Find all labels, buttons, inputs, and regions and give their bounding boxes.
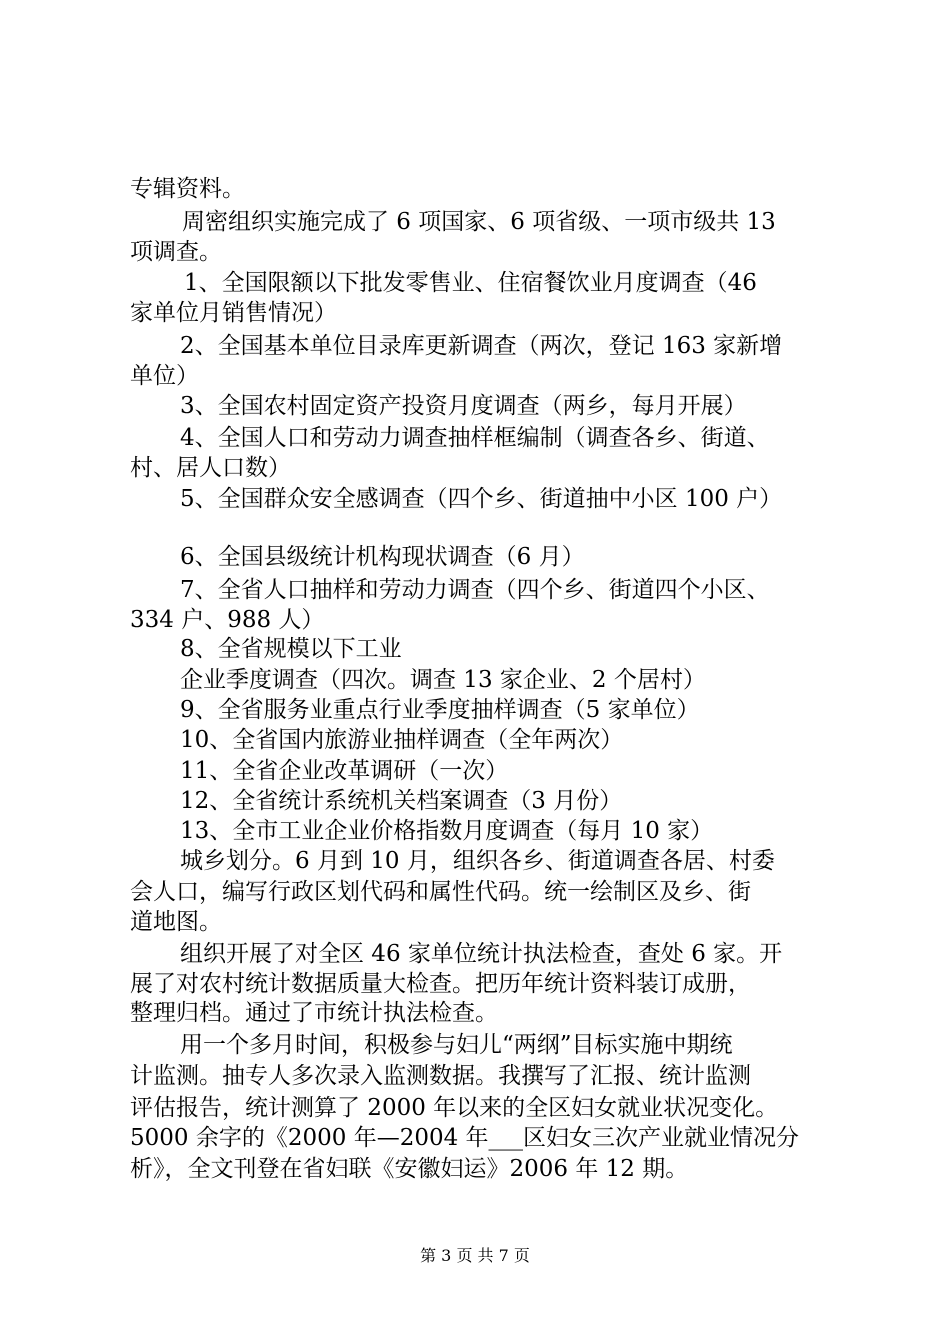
text-line: 11、全省企业改革调研（一次） xyxy=(180,758,509,784)
text-line: 1、全国限额以下批发零售业、住宿餐饮业月度调查（46 xyxy=(184,270,757,296)
text-line: 4、全国人口和劳动力调查抽样框编制（调查各乡、街道、 xyxy=(180,425,770,451)
text-line: 9、全省服务业重点行业季度抽样调查（5 家单位） xyxy=(180,697,700,723)
text-line: 3、全国农村固定资产投资月度调查（两乡，每月开展） xyxy=(180,393,747,419)
text-line: 周密组织实施完成了 6 项国家、6 项省级、一项市级共 13 xyxy=(182,209,776,235)
text-line: 7、全省人口抽样和劳动力调查（四个乡、街道四个小区、 xyxy=(180,577,770,603)
text-line: 计监测。抽专人多次录入监测数据。我撰写了汇报、统计监测 xyxy=(130,1063,751,1089)
text-line: 项调查。 xyxy=(130,239,222,265)
text-line: 5000 余字的《2000 年—2004 年___区妇女三次产业就业情况分 xyxy=(130,1125,800,1151)
text-line: 城乡划分。6 月到 10 月，组织各乡、街道调查各居、村委 xyxy=(180,848,775,874)
text-line: 村、居人口数） xyxy=(130,455,291,481)
text-line: 展了对农村统计数据质量大检查。把历年统计资料装订成册， xyxy=(130,971,751,997)
text-line: 评估报告，统计测算了 2000 年以来的全区妇女就业状况变化。 xyxy=(130,1095,779,1121)
text-line: 6、全国县级统计机构现状调查（6 月） xyxy=(180,544,585,570)
text-line: 析》，全文刊登在省妇联《安徽妇运》2006 年 12 期。 xyxy=(130,1156,689,1182)
text-line: 5、全国群众安全感调查（四个乡、街道抽中小区 100 户） xyxy=(180,486,783,512)
text-line: 专辑资料。 xyxy=(130,176,245,202)
page-number-footer: 第 3 页 共 7 页 xyxy=(420,1246,530,1265)
text-line: 334 户、988 人） xyxy=(130,607,325,633)
text-line: 企业季度调查（四次。调查 13 家企业、2 个居村） xyxy=(180,667,706,693)
text-line: 2、全国基本单位目录库更新调查（两次，登记 163 家新增 xyxy=(180,333,783,359)
text-line: 8、全省规模以下工业 xyxy=(180,636,402,662)
text-line: 家单位月销售情况） xyxy=(130,300,337,326)
text-line: 会人口，编写行政区划代码和属性代码。统一绘制区及乡、街 xyxy=(130,879,751,905)
text-line: 12、全省统计系统机关档案调查（3 月份） xyxy=(180,788,623,814)
text-line: 道地图。 xyxy=(130,909,222,935)
text-line: 单位） xyxy=(130,363,199,389)
text-line: 组织开展了对全区 46 家单位统计执法检查，查处 6 家。开 xyxy=(180,941,783,967)
text-line: 整理归档。通过了市统计执法检查。 xyxy=(130,1000,498,1026)
text-line: 13、全市工业企业价格指数月度调查（每月 10 家） xyxy=(180,818,714,844)
text-line: 用一个多月时间，积极参与妇儿“两纲”目标实施中期统 xyxy=(180,1032,733,1058)
text-line: 10、全省国内旅游业抽样调查（全年两次） xyxy=(180,727,624,753)
